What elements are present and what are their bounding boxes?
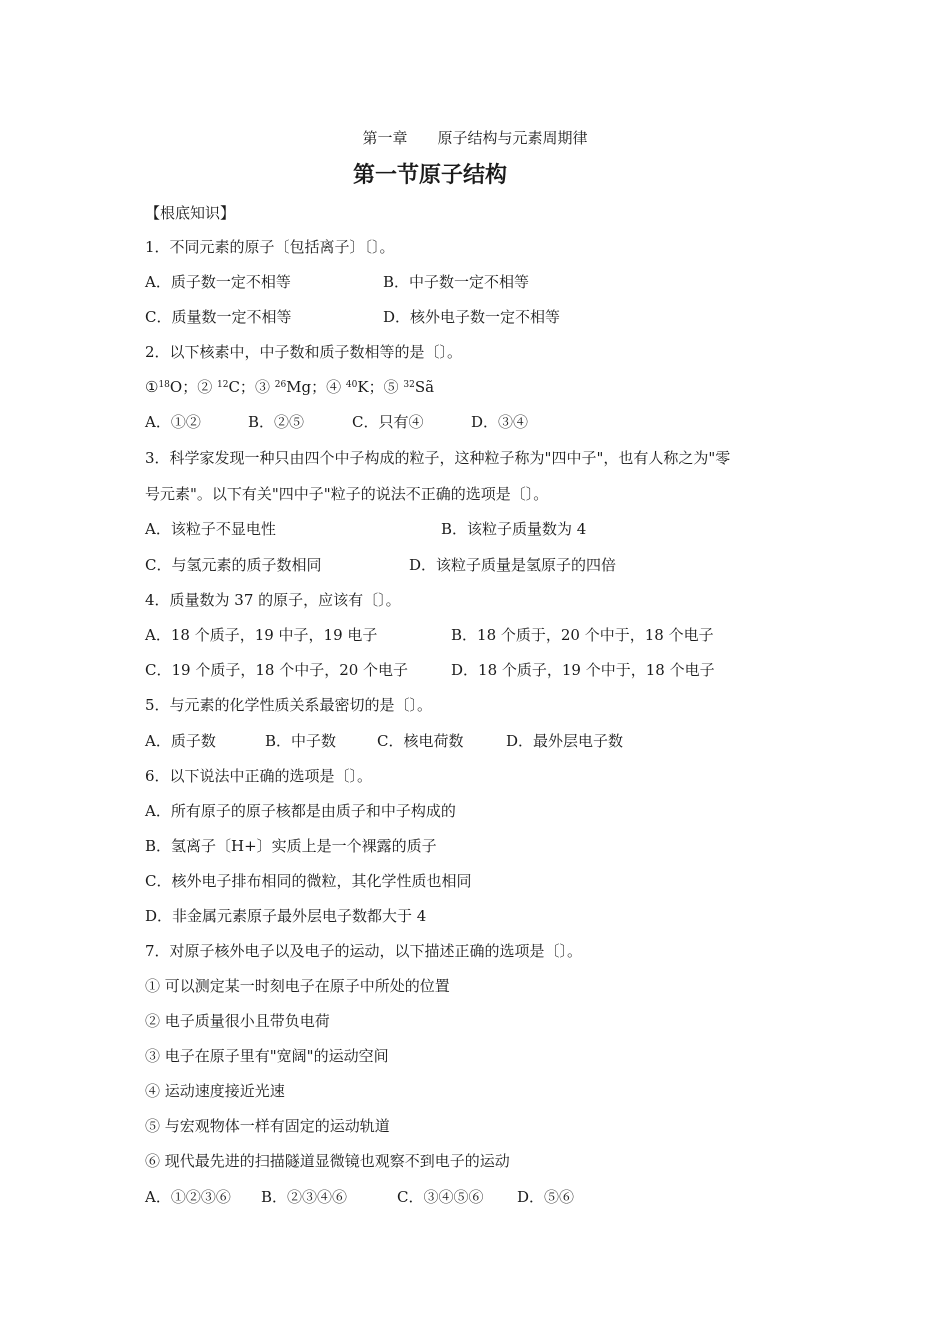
question-7-stem: 7．对原子核外电子以及电子的运动，以下描述正确的选项是〔〕。	[145, 942, 583, 960]
question-2-stem: 2．以下核素中，中子数和质子数相等的是〔〕。	[145, 343, 463, 361]
question-2-nuclides	[145, 376, 434, 398]
question-7-item-3: ③ 电子在原子里有"宽阔"的运动空间	[145, 1047, 389, 1065]
question-6-option-a: A．所有原子的原子核都是由质子和中子构成的	[145, 802, 456, 820]
question-5-option-d: D．最外层电子数	[506, 732, 624, 750]
question-7-option-a: A．①②③⑥	[145, 1188, 231, 1206]
question-7-item-5: ⑤ 与宏观物体一样有固定的运动轨道	[145, 1117, 390, 1135]
question-6-option-b: B．氢离子〔H+〕实质上是一个裸露的质子	[145, 837, 437, 855]
question-1-option-d: D．核外电子数一定不相等	[383, 308, 561, 326]
question-2-option-a: A．①②	[145, 413, 201, 431]
question-3-option-d: D．该粒子质量是氢原子的四倍	[409, 556, 617, 574]
question-3-stem-line-1: 3．科学家发现一种只由四个中子构成的粒子，这种粒子称为"四中子"，也有人称之为"零	[145, 449, 731, 467]
question-7-option-c: C．③④⑤⑥	[397, 1188, 484, 1206]
question-3-stem-line-2: 号元素"。以下有关"四中子"粒子的说法不正确的选项是〔〕。	[145, 485, 549, 503]
question-1-stem: 1．不同元素的原子〔包括离子〕〔〕。	[145, 238, 395, 256]
question-3-option-a: A．该粒子不显电性	[145, 520, 276, 538]
question-4-stem: 4．质量数为 37 的原子，应该有〔〕。	[145, 591, 401, 609]
question-1-option-a: A．质子数一定不相等	[145, 273, 291, 291]
question-1-option-c: C．质量数一定不相等	[145, 308, 292, 326]
question-7-item-4: ④ 运动速度接近光速	[145, 1082, 285, 1100]
question-6-option-d: D．非金属元素原子最外层电子数都大于 4	[145, 907, 427, 925]
chapter-heading	[0, 127, 950, 149]
question-7-option-d: D．⑤⑥	[517, 1188, 575, 1206]
question-5-stem: 5．与元素的化学性质关系最密切的是〔〕。	[145, 696, 433, 714]
nuclide-2: ② $^{12}$C；	[197, 378, 255, 396]
question-7-item-1: ① 可以测定某一时刻电子在原子中所处的位置	[145, 977, 450, 995]
question-5-option-c: C．核电荷数	[377, 732, 464, 750]
knowledge-heading: 【根底知识】	[145, 204, 236, 222]
section-title: 第一节原子结构	[352, 163, 507, 188]
question-4-option-a: A．18 个质子，19 中子，19 电子	[145, 626, 378, 644]
chapter-number: 第一章	[362, 129, 408, 147]
chapter-title: 原子结构与元素周期律	[437, 129, 588, 147]
question-1-option-b: B．中子数一定不相等	[383, 273, 530, 291]
question-2-option-b: B．②⑤	[248, 413, 305, 431]
question-4-option-d: D．18 个质子，19 个中于，18 个电子	[451, 661, 715, 679]
question-4-option-b: B．18 个质于，20 个中于，18 个电子	[451, 626, 714, 644]
question-3-option-c: C．与氢元素的质子数相同	[145, 556, 322, 574]
nuclide-1: ①$^{18}$O；	[145, 378, 198, 396]
nuclide-4: ④ $^{40}$K；	[326, 378, 384, 396]
question-6-option-c: C．核外电子排布相同的微粒，其化学性质也相同	[145, 872, 472, 890]
question-5-option-a: A．质子数	[145, 732, 216, 750]
question-5-option-b: B．中子数	[265, 732, 337, 750]
question-2-option-d: D．③④	[471, 413, 529, 431]
nuclide-3: ③ $^{26}$Mg；	[254, 378, 327, 396]
question-7-item-6: ⑥ 现代最先进的扫描隧道显微镜也观察不到电子的运动	[145, 1152, 510, 1170]
question-3-option-b: B．该粒子质量数为 4	[441, 520, 587, 538]
question-7-item-2: ② 电子质量很小且带负电荷	[145, 1012, 330, 1030]
question-2-option-c: C．只有④	[352, 413, 424, 431]
nuclide-5: ⑤ $^{32}$Sã	[383, 378, 435, 396]
question-6-stem: 6．以下说法中正确的选项是〔〕。	[145, 767, 373, 785]
question-4-option-c: C．19 个质子，18 个中子，20 个电子	[145, 661, 409, 679]
question-7-option-b: B．②③④⑥	[261, 1188, 348, 1206]
